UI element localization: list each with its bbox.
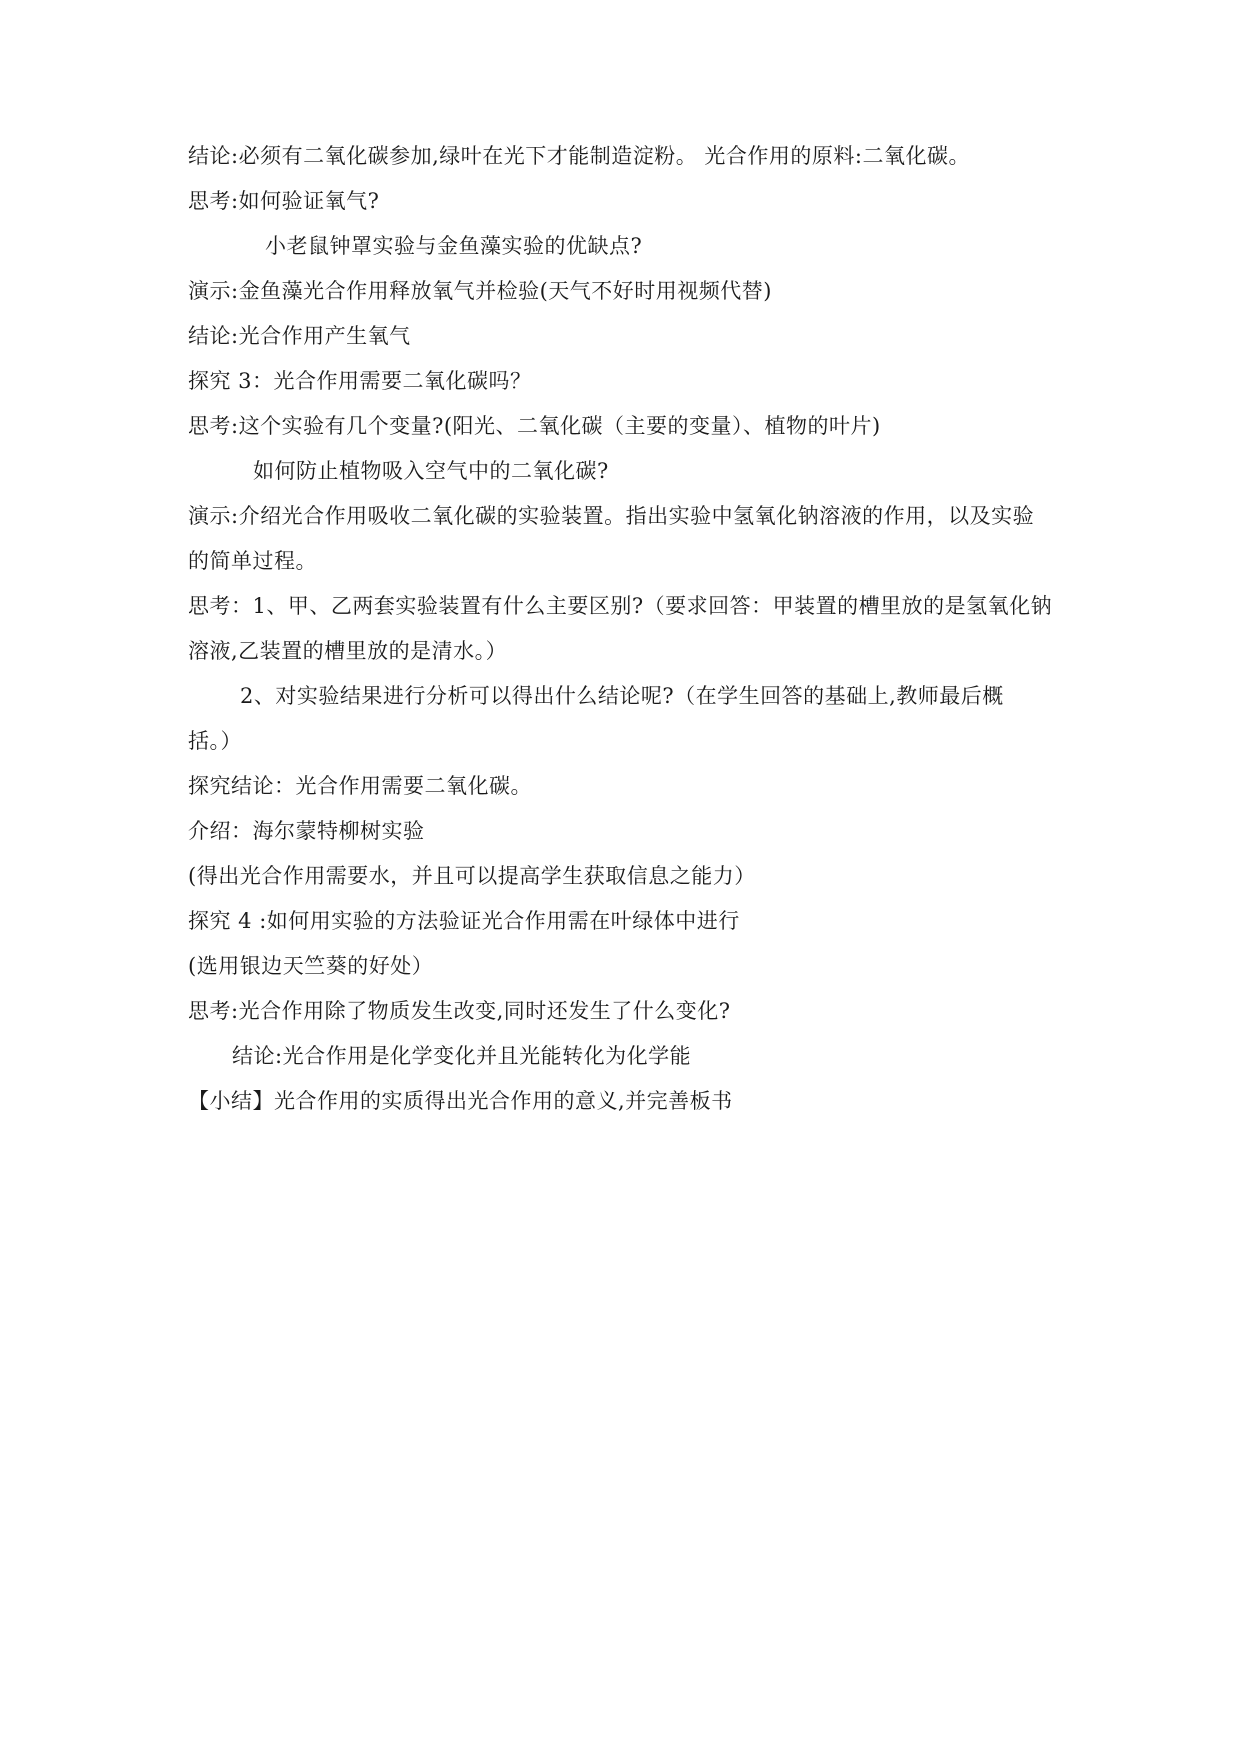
text-line-think-variables: 思考:这个实验有几个变量?(阳光、二氧化碳（主要的变量）、植物的叶片) (188, 414, 881, 438)
text-line-think-oxygen: 思考:如何验证氧气? (188, 189, 380, 213)
text-line-inquiry-4: 探究 4 :如何用实验的方法验证光合作用需在叶绿体中进行 (188, 909, 740, 933)
text-line-demo-apparatus-cont: 的简单过程。 (188, 549, 317, 573)
text-line-analysis: 2、对实验结果进行分析可以得出什么结论呢?（在学生回答的基础上,教师最后概 (240, 684, 1004, 708)
text-line-inquiry-conclusion: 探究结论：光合作用需要二氧化碳。 (188, 774, 532, 798)
text-line-summary: 【小结】光合作用的实质得出光合作用的意义,并完善板书 (188, 1089, 733, 1113)
text-line-geranium: (选用银边天竺葵的好处） (188, 954, 434, 978)
text-line-conclusion-energy: 结论:光合作用是化学变化并且光能转化为化学能 (232, 1044, 692, 1068)
text-line-think-change: 思考:光合作用除了物质发生改变,同时还发生了什么变化? (188, 999, 731, 1023)
text-line-think-difference: 思考：1、甲、乙两套实验装置有什么主要区别?（要求回答：甲装置的槽里放的是氢氧化钠 (188, 594, 1053, 618)
text-line-think-difference-cont: 溶液,乙装置的槽里放的是清水。） (188, 639, 508, 663)
text-line-introduce-willow: 介绍：海尔蒙特柳树实验 (188, 819, 425, 843)
text-line-conclusion-co2: 结论:必须有二氧化碳参加,绿叶在光下才能制造淀粉。 光合作用的原料:二氧化碳。 (188, 144, 970, 168)
text-line-conclusion-oxygen: 结论:光合作用产生氧气 (188, 324, 411, 348)
text-line-demo-apparatus: 演示:介绍光合作用吸收二氧化碳的实验装置。指出实验中氢氧化钠溶液的作用，以及实验 (188, 504, 1035, 528)
text-line-water-needed: (得出光合作用需要水，并且可以提高学生获取信息之能力） (188, 864, 756, 888)
text-line-prevent-co2: 如何防止植物吸入空气中的二氧化碳? (253, 459, 609, 483)
text-line-analysis-cont: 括。） (188, 729, 242, 753)
text-line-experiment-comparison: 小老鼠钟罩实验与金鱼藻实验的优缺点? (265, 234, 643, 258)
text-line-inquiry-3: 探究 3：光合作用需要二氧化碳吗？ (188, 369, 532, 393)
text-line-demo-oxygen: 演示:金鱼藻光合作用释放氧气并检验(天气不好时用视频代替) (188, 279, 772, 303)
